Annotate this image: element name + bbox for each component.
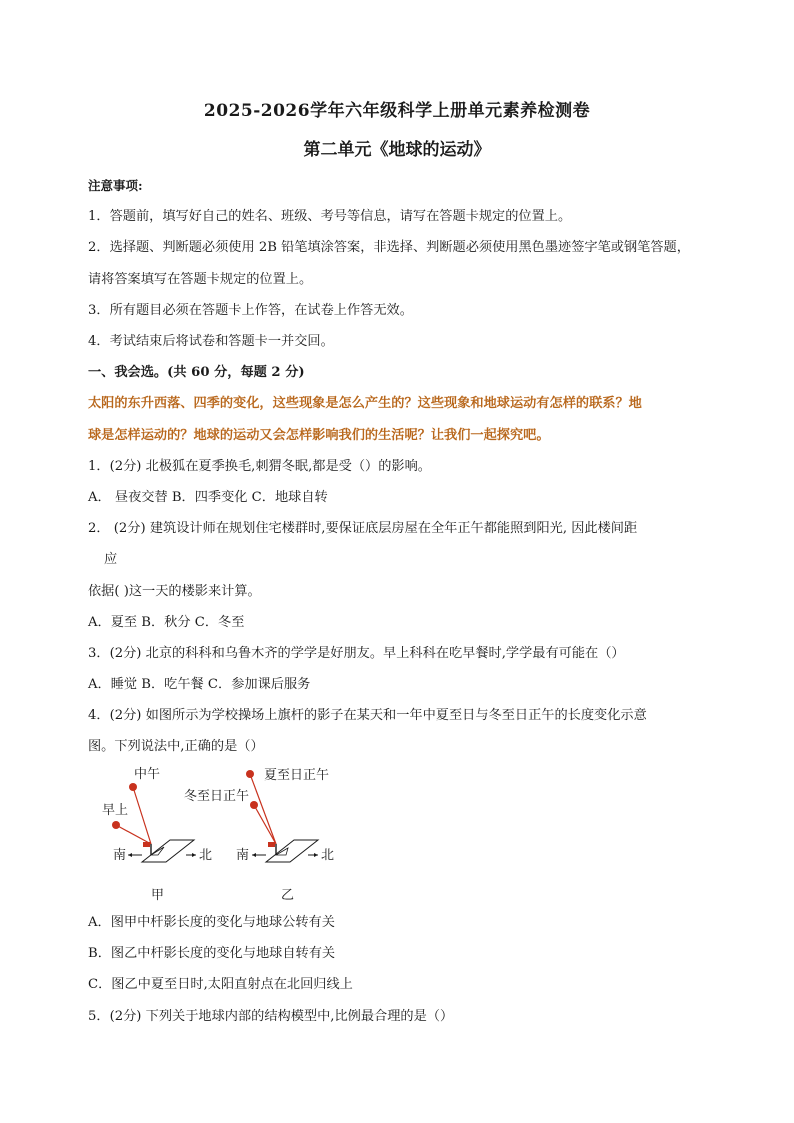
- shadow-icon: [151, 847, 164, 855]
- section-intro: 太阳的东升西落、四季的变化，这些现象是怎么产生的？这些现象和地球运动有怎样的联系？地: [88, 396, 642, 411]
- question-1: 1．(2分) 北极狐在夏季换毛,刺猬冬眠,都是受（）的影响。: [88, 459, 431, 474]
- label-summer-solstice: 夏至日正午: [264, 768, 330, 783]
- flag-icon: [268, 842, 275, 847]
- label-noon: 中午: [134, 767, 161, 782]
- figure-jia: [102, 766, 212, 903]
- label-north: 北: [199, 848, 213, 863]
- section-heading: 一、我会选。(共 60 分，每题 2 分): [88, 365, 305, 380]
- note-item: 2．选择题、判断题必须使用 2B 铅笔填涂答案，非选择、判断题必须使用黑色墨迹签字笔或钢笔答题，: [88, 240, 690, 255]
- question-3: 3．(2分) 北京的科科和乌鲁木齐的学学是好朋友。早上科科在吃早餐时,学学最有可能在（）: [88, 646, 625, 661]
- question-4-option-b: B．图乙中杆影长度的变化与地球自转有关: [88, 946, 336, 961]
- arrow-right-icon: [314, 853, 318, 857]
- question-2-options: A．夏至 B．秋分 C．冬至: [88, 615, 245, 630]
- label-morning: 早上: [102, 803, 129, 818]
- question-4-continued: 图。下列说法中,正确的是（）: [88, 739, 264, 754]
- question-3-options: A．睡觉 B．吃午餐 C．参加课后服务: [88, 677, 311, 692]
- question-4-option-a: A．图甲中杆影长度的变化与地球公转有关: [88, 915, 335, 930]
- caption-jia: 甲: [151, 888, 165, 903]
- question-5: 5．(2分) 下列关于地球内部的结构模型中,比例最合理的是（）: [88, 1009, 454, 1024]
- label-south: 南: [236, 848, 250, 863]
- label-north: 北: [321, 848, 335, 863]
- question-4: 4．(2分) 如图所示为学校操场上旗杆的影子在某天和一年中夏至日与冬至日正午的长度变化示意: [88, 708, 647, 723]
- note-item: 3．所有题目必须在答题卡上作答，在试卷上作答无效。: [88, 303, 413, 318]
- flagpole-shadow-figure: [96, 762, 356, 904]
- question-4-option-c: C．图乙中夏至日时,太阳直射点在北回归线上: [88, 977, 353, 992]
- caption-yi: 乙: [281, 888, 295, 903]
- label-south: 南: [113, 848, 127, 863]
- note-item: 4．考试结束后将试卷和答题卡一并交回。: [88, 334, 334, 349]
- unit-title: 第二单元《地球的运动》: [303, 140, 491, 160]
- question-2: 2． (2分) 建筑设计师在规划住宅楼群时,要保证底层房屋在全年正午都能照到阳光, 因此楼间距: [88, 521, 638, 536]
- notes-heading: 注意事项:: [88, 178, 143, 193]
- question-2-continued: 应: [104, 552, 118, 567]
- figure-yi: [184, 768, 334, 903]
- question-2-continued: 依据( )这一天的楼影来计算。: [88, 584, 261, 599]
- label-winter-solstice: 冬至日正午: [184, 789, 250, 804]
- arrow-left-icon: [128, 853, 132, 857]
- arrow-right-icon: [192, 853, 196, 857]
- section-intro: 球是怎样运动的？地球的运动又会怎样影响我们的生活呢？让我们一起探究吧。: [88, 428, 550, 443]
- question-1-options: A． 昼夜交替 B．四季变化 C．地球自转: [88, 490, 328, 505]
- arrow-left-icon: [252, 853, 256, 857]
- flag-icon: [143, 842, 150, 847]
- exam-title: 2025-2026学年六年级科学上册单元素养检测卷: [203, 101, 591, 121]
- note-item: 请将答案填写在答题卡规定的位置上。: [88, 272, 313, 287]
- note-item: 1．答题前，填写好自己的姓名、班级、考号等信息，请写在答题卡规定的位置上。: [88, 209, 572, 224]
